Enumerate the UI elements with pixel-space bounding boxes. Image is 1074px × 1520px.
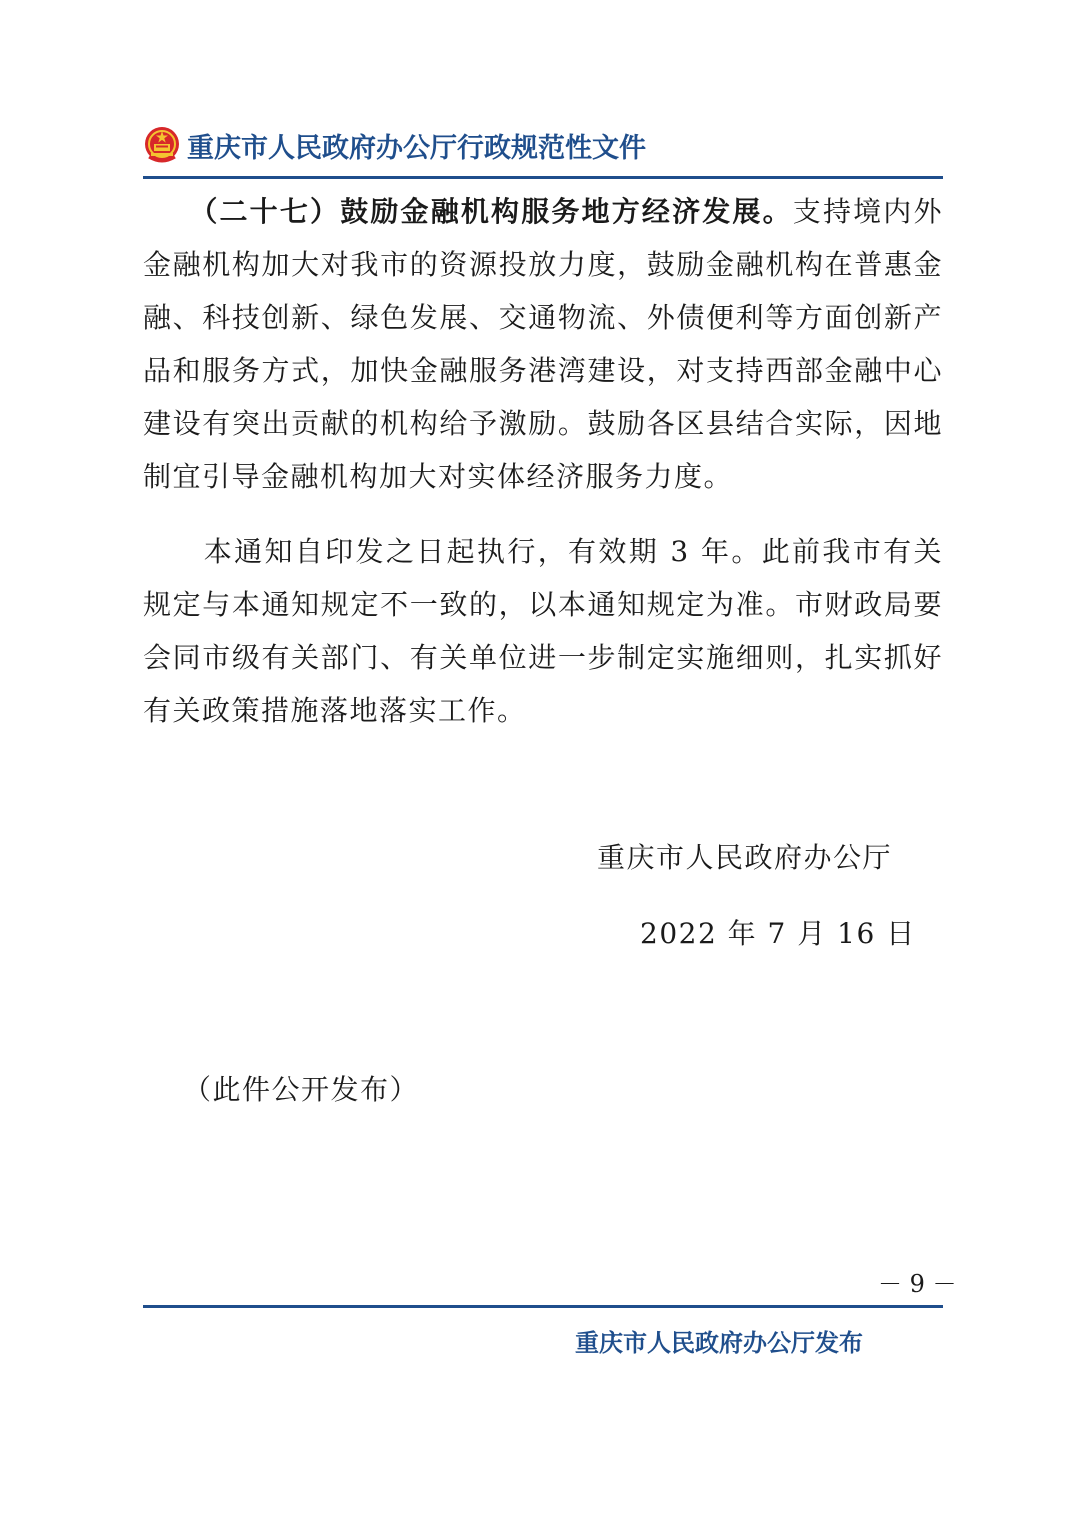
header-divider [143,176,943,179]
national-emblem-icon [143,125,181,165]
footer-divider [143,1305,943,1308]
paragraph-body: 本通知自印发之日起执行，有效期 3 年。此前我市有关规定与本通知规定不一致的，以本通知规定为准。市财政局要会同市级有关部门、有关单位进一步制定实施细则，扎实抓好有关政策措施落地落实工作。 [143,535,943,727]
header-title: 重庆市人民政府办公厅行政规范性文件 [187,132,646,164]
signature-date: 2022 年 7 月 16 日 [640,917,916,950]
footer-publisher: 重庆市人民政府办公厅发布 [575,1329,863,1357]
publication-notice: （此件公开发布） [183,1073,420,1106]
paragraph-lead: （二十七）鼓励金融机构服务地方经济发展。 [203,195,793,228]
signer-name: 重庆市人民政府办公厅 [597,841,893,874]
paragraph-effective-date [143,525,943,737]
paragraph-financial-institutions [143,185,943,503]
page-number: － 9 － [878,1270,957,1298]
paragraph-body: 支持境内外金融机构加大对我市的资源投放力度，鼓励金融机构在普惠金融、科技创新、绿色发展、交通物流、外债便利等方面创新产品和服务方式，加快金融服务港湾建设，对支持西部金融中心建设有突出贡献的机构给予激励。鼓励各区县结合实际，因地制宜引导金融机构加大对实体经济服务力度。 [143,195,943,493]
document-header [143,120,943,170]
